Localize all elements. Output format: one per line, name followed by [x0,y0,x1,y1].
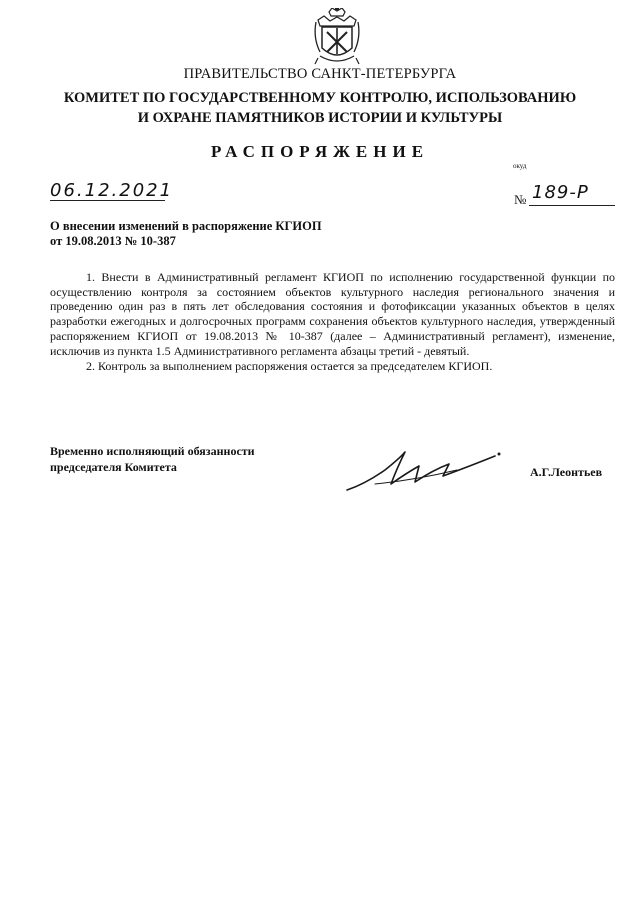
subject-line2: от 19.08.2013 № 10-387 [50,234,176,248]
body-paragraph-1: 1. Внести в Административный регламент КГИОП по исполнению государственной функции по осуществлению контроля за состоянием объектов культурного наследия регионального значения и проведению один раз в пять лет обследования состояния и фотофиксации указанных объектов в целях разработки ежегодных и долгосрочных программ сохранения объектов культурного наследия, утвержденный распоряжением КГИОП от 19.08.2013 № 10-387 (далее – Административный регламент), изменение, исключив из пункта 1.5 Административного регламента абзацы третий - девятый. [50,270,615,358]
document-subject [50,219,410,249]
signer-position-line2: председателя Комитета [50,460,177,474]
handwritten-signature-icon [345,440,505,500]
number-label: № [514,192,527,207]
subject-line1: О внесении изменений в распоряжение КГИОП [50,219,322,233]
signer-position [50,443,290,475]
government-name: ПРАВИТЕЛЬСТВО САНКТ-ПЕТЕРБУРГА [183,66,457,82]
committee-name-line1: КОМИТЕТ ПО ГОСУДАРСТВЕННОМУ КОНТРОЛЮ, ИСПОЛЬЗОВАНИЮ [63,90,577,106]
date-underline [50,200,165,201]
number-underline [529,205,615,206]
signer-position-line1: Временно исполняющий обязанности [50,444,255,458]
okud-label: окуд [513,162,527,170]
committee-name-line2: И ОХРАНЕ ПАМЯТНИКОВ ИСТОРИИ И КУЛЬТУРЫ [137,110,503,126]
signer-name: А.Г.Леонтьев [530,465,603,479]
document-date: 06.12.2021 [50,180,174,201]
body-paragraph-2: 2. Контроль за выполнением распоряжения остается за председателем КГИОП. [86,359,493,374]
document-number: 189-Р [532,182,589,203]
document-body [50,270,615,374]
coat-of-arms-icon [312,8,362,66]
document-type-title: РАСПОРЯЖЕНИЕ [210,142,430,161]
